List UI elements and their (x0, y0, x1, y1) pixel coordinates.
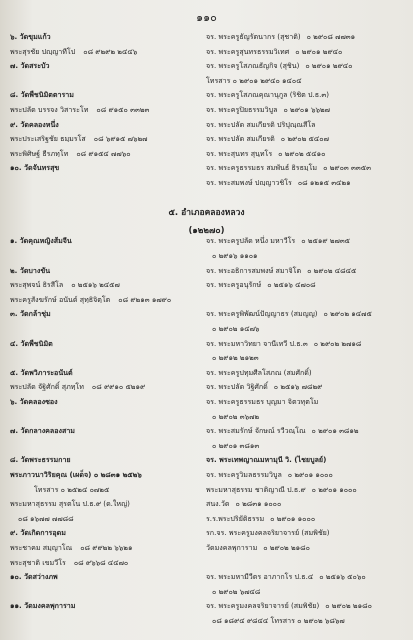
directory-row (10, 278, 405, 292)
temple-name: ๑. วัดคุณหญิงส้มจีน (10, 236, 72, 246)
abbot-name: จร. พระครูโสภณคุณานุกูล (ริชิต ป.ธ.๓) (206, 90, 329, 100)
left-phone: ๐๘ ๙๒๙๒ ๒๔๔๖ (83, 46, 138, 56)
right-phone: ๐๘ ๑๒๑๕ ๓๔๒๑ (297, 178, 351, 187)
temple-name: ๑๐. วัดจันทรสุข (10, 163, 60, 173)
right-phone: ๐ ๒๙๑๒ ๒๑๒๓ (212, 353, 259, 363)
right-phone: ๐ ๒๙๐๒ ๒๗๑๘ (313, 338, 362, 348)
abbot-entry (206, 526, 404, 540)
abbot-entry (206, 497, 404, 511)
abbot-entry (206, 410, 404, 424)
temple-entry (10, 337, 198, 351)
abbot-name: จร. พระปลัด วิฐิศักดิ์ (206, 382, 268, 392)
abbot-name: จร. พระมหามีวีตร อาภากโร ป.ธ.๔ (206, 572, 314, 582)
temple-name: พระมหาสุธรรม สุรตโน ป.ธ.๙ (ด.ใหญ่) (10, 499, 130, 509)
left-phone: ๐๘ ๖๙๑๕ ๗๖๒๗ (93, 134, 148, 144)
right-phone: ๐ ๒๙๐๒ ๓๖๗๒ (212, 411, 260, 421)
directory-row (10, 380, 405, 394)
abbot-entry (206, 395, 404, 409)
temple-name: ๙. วัดเกิดการอุดม (10, 528, 66, 538)
directory-row (10, 439, 405, 453)
abbot-name: จร. พระครูพิพัฒน์ปัญญาธร (สมญญ) (206, 309, 318, 319)
abbot-name: จร. พระครูสุนทรธรรมวิเทศ (206, 46, 290, 56)
abbot-entry (206, 380, 404, 394)
right-phone: ๐ ๒๙๐๒ ๑๔๗๕ (323, 309, 372, 319)
temple-name: โทรสาร ๐ ๒๕๒๔ ๐๗๒๕ (34, 484, 110, 494)
abbot-name: จร. พระครูปทุมศีลโสภณ (สมศักดิ์) (206, 367, 312, 377)
directory-row (10, 512, 405, 526)
abbot-entry (206, 468, 404, 482)
directory-row (10, 322, 405, 336)
left-phone: ๐๘ ๙๙๒๒ ๖๖๒๑ (80, 543, 133, 552)
right-phone: ๐ ๒๕๑๖ ๔๗๐๘ (267, 280, 316, 290)
right-phone: ๐ ๒๙๐๑ ๑๐๐๐ (287, 470, 333, 479)
temple-entry (10, 147, 198, 161)
temple-entry (10, 234, 198, 248)
abbot-entry (206, 278, 404, 292)
right-phone: ๐ ๒๙๐๑ ๑๐๐๐ (270, 513, 316, 523)
temple-name: ๒. วัดบางขัน (10, 265, 51, 275)
abbot-name: ร.ร.พระปริยัติธรรม (206, 513, 265, 523)
directory-row (10, 249, 405, 263)
directory-row (10, 526, 405, 540)
temple-name: ๕. วัดพวิภาระอนันต์ (10, 367, 73, 377)
temple-name: ๙. วัดคลองหนึ่ง (10, 119, 59, 129)
abbot-entry (206, 424, 404, 438)
right-phone: ๐ ๒๕๑๙ ๒๗๓๕ (301, 236, 351, 246)
abbot-name: จร. พระเทพญาณมหามุนี วิ. (ไชยบูลย์) (206, 455, 327, 465)
right-phone: ๐๘ ๑๘๙๔ ๙๘๔๔ โทรสาร ๐ ๒๙๐๒ ๖๘๖๗ (212, 616, 345, 625)
directory-row (10, 307, 405, 321)
abbot-name: พระมหาสุธรรม ชาติญาณี ป.ธ.๙ (206, 484, 306, 494)
temple-name: ๔. วัดพืชนิมิต (10, 338, 53, 348)
temple-name: พระครูสังฆรักษ์ อนันต์ สุทฺธิจิตฺโต (10, 294, 111, 304)
left-phone: ๐๘ ๙๑๕๔ ๗๗๖๐ (76, 148, 131, 158)
directory-row (10, 351, 405, 365)
right-phone: ๐ ๒๙๐๑ ๓๘๑๒ (311, 426, 359, 436)
abbot-name: จร. พระครูปิยธรรมวิบูล (206, 105, 278, 114)
right-phone: ๐ ๒๕๑๖ ๕๐๖๐ (319, 572, 366, 582)
abbot-entry (206, 541, 404, 555)
abbot-name: จร. พระครูมงคลจริยาจารย์ (สมพิชัย) (206, 601, 320, 611)
abbot-entry (206, 132, 404, 146)
section-total: (๑๒๒๗๐) (188, 226, 225, 236)
temple-entry (10, 526, 198, 540)
directory-row (10, 59, 405, 73)
right-phone: ๐ ๒๙๐๑ ๑๐๐๐ (311, 484, 357, 494)
directory-row (10, 132, 405, 146)
abbot-entry (206, 585, 404, 599)
temple-entry (10, 103, 198, 117)
temple-name: พระปลัด จัฐิศักดิ์ สุภทฺโท (10, 382, 84, 392)
temple-name: พระสุชาติ เขมวีโร (10, 557, 66, 567)
temple-name: ๗. วัดกลางคลองสาม (10, 426, 75, 436)
right-phone: ๐ ๒๙๐๒ ๒๑๘๐ (263, 543, 310, 552)
abbot-entry (206, 74, 404, 88)
directory-row (10, 599, 405, 613)
right-phone: ๐ ๒๙๐๒ ๒๑๘๐ (325, 601, 372, 611)
temple-entry (10, 132, 198, 146)
temple-entry (10, 512, 198, 526)
abbot-name: วัดมงคลพุการาม (206, 543, 258, 552)
abbot-entry (206, 118, 404, 132)
temple-name: ๑๑. วัดมงคลพุการาม (10, 601, 76, 611)
temple-entry (10, 599, 198, 613)
temple-entry (10, 278, 198, 292)
directory-row (10, 103, 405, 117)
temple-entry (10, 366, 198, 380)
abbot-name: จร. พระสุนทร สุนฺทโร (206, 148, 273, 158)
left-phone: ๐๘ ๑๖๗๗ ๗๗๘๘ (18, 513, 74, 523)
abbot-entry (206, 512, 404, 526)
abbot-name: รก.จร. พระครูมงคลจริยาจารย์ (สมพิชัย) (206, 528, 330, 538)
directory-row (10, 264, 405, 278)
right-phone: ๐ ๒๙๐๘ ๗๗๓๑ (306, 32, 356, 41)
directory-row (10, 293, 405, 307)
temple-name: พระปลัด บรรจง วิสาระโท (10, 105, 89, 114)
right-phone: ๐ ๒๙๐๒ ๑๔๗๖ (212, 324, 260, 333)
directory-row (10, 541, 405, 555)
abbot-entry (206, 483, 404, 497)
abbot-entry (206, 307, 404, 321)
abbot-entry (206, 570, 404, 584)
temple-entry (10, 395, 198, 409)
directory-row (10, 570, 405, 584)
abbot-entry (206, 88, 404, 102)
directory-row (10, 424, 405, 438)
right-phone: ๐ ๒๘๓๑ ๑๐๐๐ (235, 499, 282, 509)
temple-entry (10, 161, 198, 175)
directory-row (10, 74, 405, 88)
temple-entry (10, 453, 198, 467)
temple-entry (10, 380, 198, 394)
temple-entry (10, 264, 198, 278)
directory-row (10, 337, 405, 351)
directory-row (10, 453, 405, 467)
left-phone: ๐๘ ๙๙๑๐ ๕๒๑๙ (91, 382, 146, 392)
abbot-name: จร. พระครูอนุรักษ์ (206, 280, 262, 290)
temple-name: ๖. วัดขุมแก้ว (10, 32, 51, 41)
abbot-entry (206, 59, 404, 73)
temple-name: พระสุพจน์ ธิรสีโล (10, 280, 64, 290)
left-phone: ๐๘ ๙๒๑๓ ๑๗๙๐ (118, 294, 172, 304)
temple-name: ๓. วัดกล้าชุ่ม (10, 309, 51, 319)
temple-entry (10, 118, 198, 132)
abbot-entry (206, 103, 404, 117)
temple-entry (10, 556, 198, 570)
directory-row (10, 468, 405, 482)
directory-row (10, 556, 405, 570)
abbot-name: จร. พระครูธัญรัตนากร (สุชาติ) (206, 32, 301, 41)
directory-row (10, 366, 405, 380)
directory-row (10, 45, 405, 59)
directory-row (10, 176, 405, 190)
abbot-name: จร. พระครูวิมลธรรมวิบูล (206, 470, 282, 479)
abbot-entry (206, 161, 404, 175)
temple-entry (10, 59, 198, 73)
temple-entry (10, 541, 198, 555)
abbot-entry (206, 249, 404, 263)
abbot-name: จร. พระมหาวิทยา จานีเทวี ป.ธ.๓ (206, 338, 308, 348)
abbot-name: จร. พระครูธรรมธร สมพันธ์ ธิรธมฺโม (206, 163, 318, 173)
right-phone: ๐ ๒๙๐๒ ๕๔๑๐ (278, 148, 326, 158)
directory-row (10, 234, 405, 248)
right-phone: ๐ ๒๙๐๑ ๒๙๔๐ (305, 61, 353, 71)
temple-name: ๗. วัดสระบัว (10, 61, 50, 71)
temple-entry (10, 30, 198, 44)
abbot-entry (206, 351, 404, 365)
temple-name: พระชาคม สมฺญาโณ (10, 543, 73, 552)
temple-entry (10, 570, 198, 584)
directory-row (10, 497, 405, 511)
abbot-entry (206, 45, 404, 59)
temple-name: พระสุรชัย ปญฺญาทีโป (10, 46, 76, 56)
right-phone: ๐ ๒๙๐๒ ๔๘๔๕ (307, 265, 357, 275)
abbot-name: สนง.วัด (206, 499, 230, 509)
abbot-entry (206, 599, 404, 613)
abbot-entry (206, 234, 404, 248)
abbot-name: จร. พระสมรักษ์ จักษณ์ รวีวณฺโณ (206, 426, 306, 436)
right-phone: ๐ ๒๙๐๓ ๓๓๕๓ (323, 163, 371, 173)
abbot-entry (206, 322, 404, 336)
abbot-name: จร. พระอธิการสมพงษ์ สมาจิโต (206, 265, 302, 275)
temple-entry (10, 293, 198, 307)
temple-name: พระประเสริฐชัย ธมฺมรโส (10, 134, 86, 144)
right-phone: ๐ ๒๙๑๖ ๑๑๐๑ (212, 251, 258, 260)
temple-name: ๑๐. วัดสว่างภพ (10, 572, 58, 582)
right-phone: ๐ ๒๙๐๑ ๓๘๑๓ (212, 440, 260, 450)
directory-row (10, 483, 405, 497)
left-phone: ๐๘ ๙๖๖๘ ๔๔๗๐ (73, 557, 129, 567)
temple-entry (10, 88, 198, 102)
abbot-entry (206, 614, 404, 628)
left-phone: ๐๘ ๙๑๕๐ ๓๓๒๓ (96, 105, 150, 114)
abbot-entry (206, 264, 404, 278)
abbot-name: จร. พระสมพงษ์ ปญฺญาวชิโร (206, 178, 292, 187)
directory-row (10, 147, 405, 161)
right-phone: ๐ ๒๙๐๒ ๖๗๔๘ (212, 586, 261, 596)
directory-row (10, 395, 405, 409)
temple-entry (10, 483, 198, 497)
abbot-entry (206, 453, 404, 467)
abbot-entry (206, 147, 404, 161)
temple-entry (10, 497, 198, 511)
directory-row (10, 30, 405, 44)
abbot-name: จร. พระครูธรรมธร บุญมา จิตวทุตโม (206, 397, 319, 406)
abbot-name: จร. พระครูโสภณธัญกิจ (สุชิน) (206, 61, 300, 71)
temple-entry (10, 307, 198, 321)
temple-entry (10, 468, 198, 482)
temple-name: พระพิศิษฐ์ ธีรภทฺโท (10, 148, 69, 158)
directory-row (10, 161, 405, 175)
abbot-name: จร. พระครูปลัด หนึ่ง มหาวีโร (206, 236, 296, 246)
abbot-name: โทรสาร ๐ ๒๙๐๑ ๒๙๔๐ ๑๔๐๔ (206, 75, 302, 85)
temple-name: พระภาวนาวิริยคุณ (เผด็จ) ๐ ๒๘๓๑ ๒๕๒๖ (10, 470, 142, 479)
temple-name: ๘. วัดพระธรรมกาย (10, 455, 71, 465)
temple-name: ๘. วัดพืชนิมิตตาราม (10, 90, 74, 100)
directory-row (10, 118, 405, 132)
section-title: ๕. อำเภอคลองหลวง (168, 208, 245, 218)
temple-entry (10, 45, 198, 59)
temple-name: ๖. วัดคลองซอง (10, 397, 58, 406)
abbot-entry (206, 366, 404, 380)
right-phone: ๐ ๒๙๐๑ ๖๖๒๗ (283, 105, 331, 114)
abbot-entry (206, 337, 404, 351)
abbot-entry (206, 30, 404, 44)
right-phone: ๐ ๒๕๑๖ ๗๘๒๙ (273, 382, 323, 392)
left-phone: ๐ ๒๕๑๖ ๒๔๕๗ (71, 280, 120, 290)
abbot-name: จร. พระปลัด สมเกียรติ ปริปุณฺณสีโล (206, 119, 316, 129)
right-phone: ๐ ๒๙๐๒ ๕๔๐๗ (280, 134, 329, 144)
abbot-entry (206, 439, 404, 453)
directory-row (10, 614, 405, 628)
directory-row (10, 410, 405, 424)
right-phone: ๐ ๒๙๐๑ ๒๙๔๐ (295, 46, 343, 56)
abbot-entry (206, 176, 404, 190)
directory-row (10, 585, 405, 599)
abbot-name: จร. พระปลัด สมเกียรติ (206, 134, 275, 144)
directory-row (10, 88, 405, 102)
temple-entry (10, 424, 198, 438)
page-number: ๑๑๐ (196, 11, 217, 24)
